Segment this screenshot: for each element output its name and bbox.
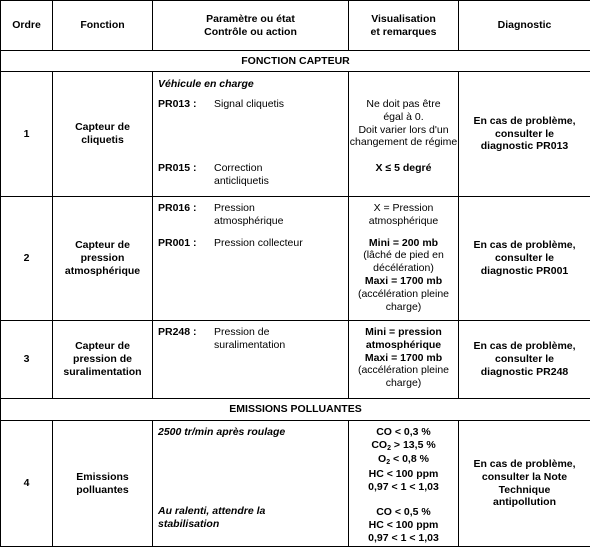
row2-diag-line2: consulter le: [495, 252, 554, 265]
row2-fonction-line3: atmosphérique: [64, 264, 141, 277]
row1-param1-label: Signal cliquetis: [214, 98, 285, 110]
row4-vis-o2-label: O: [378, 453, 387, 466]
row4-vis-o2: [349, 453, 458, 468]
row3-fonction-line3: suralimentation: [63, 365, 142, 378]
row3-fonction-line1: Capteur de: [75, 340, 130, 353]
row4-diag-line2: consulter la Note: [481, 470, 568, 483]
row2-param2-code: PR001 :: [158, 237, 197, 249]
row3-vis-line1: (accélération pleine: [357, 364, 450, 377]
row1-vis-bold: X ≤ 5 degré: [375, 162, 432, 175]
row3-vis-bold-line2: atmosphérique: [365, 338, 442, 351]
row1-vis-line2: égal à 0.: [383, 110, 424, 123]
row2-vis-c-line1: (accélération pleine: [357, 287, 450, 300]
row2-param2: [158, 237, 303, 250]
row2-param1-label2: atmosphérique: [214, 215, 284, 227]
section-row-capteur: [1, 51, 590, 72]
row1-diag-line3: diagnostic PR013: [480, 140, 569, 153]
header-visualisation-line1: Visualisation: [371, 12, 436, 25]
row2-fonction-line2: pression: [80, 252, 125, 265]
row1-condition: Véhicule en charge: [158, 78, 254, 90]
table-row-4: [1, 421, 590, 547]
row4-vis-lambda: 0,97 < 1 < 1,03: [368, 480, 439, 493]
row4-vis-b-co: CO < 0,5 %: [376, 506, 431, 519]
row4-fonction-line1: Emissions: [76, 470, 129, 483]
header-parametre-line2: Contrôle ou action: [204, 25, 297, 38]
row2-diag-line3: diagnostic PR001: [480, 264, 569, 277]
row2-vis-b-line2: décélération): [373, 262, 434, 275]
section-title-emissions: EMISSIONS POLLUANTES: [1, 399, 590, 421]
row3-diag-line2: consulter le: [495, 353, 554, 366]
row1-diagnostic: [459, 72, 590, 197]
header-visualisation-line2: et remarques: [370, 25, 437, 38]
row1-ordre: 1: [1, 72, 53, 197]
row2-vis-b-line1: (lâché de pied en: [363, 249, 444, 262]
row2-param2-label: Pression collecteur: [214, 237, 303, 249]
row3-vis-bold-line3: Maxi = 1700 mb: [364, 351, 443, 364]
row4-vis-a: [349, 421, 458, 493]
row4-parametre: [153, 421, 349, 547]
row3-vis-line2: charge): [385, 377, 422, 390]
row3-param1-label1: Pression de: [214, 326, 270, 338]
row4-vis-co2-label: CO: [371, 438, 388, 451]
row3-fonction: [53, 321, 153, 399]
row3-fonction-line2: pression de: [73, 353, 132, 366]
row1-fonction-line1: Capteur de: [75, 121, 130, 134]
row1-param2: [158, 162, 262, 175]
section-row-emissions: [1, 399, 590, 421]
row3-diag-line1: En cas de problème,: [473, 340, 576, 353]
row1-parametre: [153, 72, 349, 197]
section-title-capteur: FONCTION CAPTEUR: [1, 51, 590, 72]
row2-fonction-line1: Capteur de: [75, 239, 130, 252]
header-visualisation: [349, 1, 459, 51]
row4-ordre: 4: [1, 421, 53, 547]
row4-vis-b-lambda: 0,97 < 1 < 1,03: [368, 532, 439, 545]
row4-condition-b-line2: stabilisation: [158, 518, 220, 530]
row1-param1: [158, 98, 284, 111]
row3-parametre: [153, 321, 349, 399]
row4-diag-line3: Technique: [498, 483, 551, 496]
header-row: [1, 1, 590, 51]
row3-vis-bold-line1: Mini = pression: [365, 326, 442, 338]
row4-diagnostic: [459, 421, 590, 547]
row2-vis-a: [349, 197, 458, 228]
table-row-2: [1, 197, 590, 321]
row2-diag-line1: En cas de problème,: [473, 239, 576, 252]
row2-visualisation: [349, 197, 459, 321]
row4-vis-o2-value: < 0,8 %: [390, 453, 429, 466]
row1-param2-code: PR015 :: [158, 162, 197, 174]
row3-diagnostic: [459, 321, 590, 399]
header-parametre-line1: Paramètre ou état: [206, 12, 295, 25]
header-parametre: [153, 1, 349, 51]
row2-vis-mini: Mini = 200 mb: [368, 236, 439, 249]
row3-param1-label2: suralimentation: [214, 339, 286, 351]
row1-param2-label1: Correction: [214, 162, 263, 174]
row1-diag-line1: En cas de problème,: [473, 114, 576, 127]
row4-vis-b: [349, 506, 458, 544]
row2-vis-c-line2: charge): [385, 300, 422, 313]
row2-vis-a-line2: atmosphérique: [368, 214, 439, 227]
row1-vis-line3: Doit varier lors d'un: [358, 123, 449, 136]
row2-diagnostic: [459, 197, 590, 321]
row4-vis-b-hc: HC < 100 ppm: [368, 519, 439, 532]
row4-diag-line4: antipollution: [493, 496, 556, 509]
row3-param1-code: PR248 :: [158, 326, 197, 338]
row4-vis-hc: HC < 100 ppm: [368, 467, 439, 480]
row3-diag-line3: diagnostic PR248: [480, 365, 569, 378]
header-diagnostic: Diagnostic: [459, 1, 590, 51]
row4-vis-co2: [349, 439, 458, 454]
row1-vis-line1: Ne doit pas être: [366, 98, 441, 110]
row3-visualisation: [349, 321, 459, 399]
row3-ordre: 3: [1, 321, 53, 399]
row1-vis-line4: changement de régime: [349, 136, 458, 149]
row1-visualisation: [349, 72, 459, 197]
row4-vis-co2-value: > 13,5 %: [391, 438, 436, 451]
row2-param1-code: PR016 :: [158, 202, 197, 214]
row2-param1: [158, 202, 255, 215]
row2-parametre: [153, 197, 349, 321]
row3-param1: [158, 326, 269, 339]
row4-vis-co2-sub: 2: [387, 444, 391, 452]
row1-param1-code: PR013 :: [158, 98, 197, 110]
row4-visualisation: [349, 421, 459, 547]
row4-vis-o2-sub: 2: [386, 459, 391, 467]
row4-diag-line1: En cas de problème,: [473, 457, 576, 470]
table-row-1: [1, 72, 590, 197]
row1-diag-line2: consulter le: [495, 127, 554, 140]
row4-fonction-line2: polluantes: [76, 483, 129, 496]
row1-fonction-line2: cliquetis: [81, 134, 124, 146]
row2-vis-a-line1: X = Pression: [373, 202, 434, 214]
row3-vis: [349, 321, 458, 390]
row1-fonction: [53, 72, 153, 197]
header-ordre: Ordre: [1, 1, 53, 51]
row2-vis-maxi: Maxi = 1700 mb: [364, 274, 443, 287]
row1-vis-text: [349, 72, 458, 149]
row4-condition-b-line1: Au ralenti, attendre la: [158, 505, 266, 517]
row2-param1-label1: Pression: [214, 202, 255, 214]
row4-fonction: [53, 421, 153, 547]
row1-param2-label2: anticliquetis: [214, 175, 269, 187]
table-row-3: [1, 321, 590, 399]
header-fonction: Fonction: [53, 1, 153, 51]
row4-vis-co: CO < 0,3 %: [376, 426, 431, 438]
row2-ordre: 2: [1, 197, 53, 321]
row2-fonction: [53, 197, 153, 321]
row4-condition-a: 2500 tr/min après roulage: [158, 426, 286, 438]
